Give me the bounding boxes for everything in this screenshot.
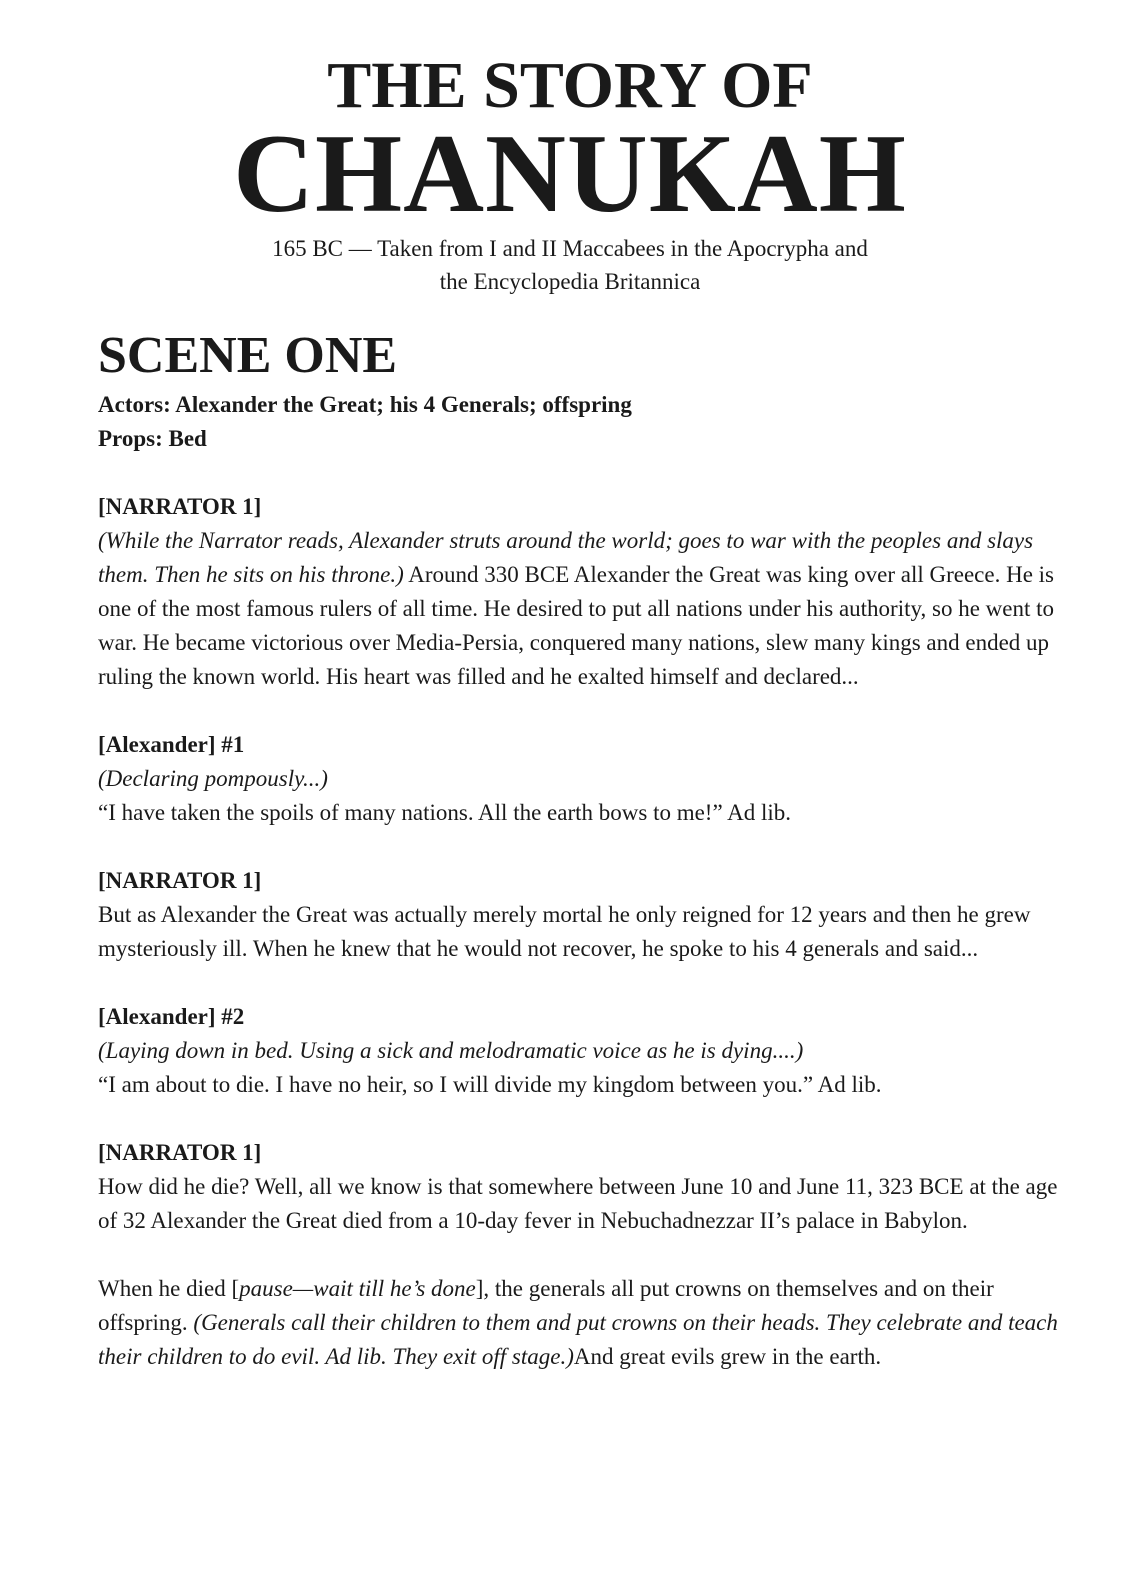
speaker-label: [NARRATOR 1]: [98, 868, 262, 893]
stage-direction: (While the Narrator reads, Alexander struts around the world; goes to war with the peoples and slays them. Then he sits on his throne.): [98, 528, 1034, 587]
title-line-1: THE STORY OF: [327, 49, 813, 122]
narration-text: How did he die? Well, all we know is that somewhere between June 10 and June 11, 323 BCE at the age of 32 Alexander the Great died from a 10-day fever in Nebuchadnezzar II’s palace in Babylon.: [98, 1174, 1058, 1233]
actors-line: Actors: Alexander the Great; his 4 Generals; offspring: [98, 392, 632, 417]
speaker-label: [Alexander] #1: [98, 732, 245, 757]
narration-text: Around 330 BCE Alexander the Great was king over all Greece. He is one of the most famous rulers of all time. He desired to put all nations under his authority, so he went to war. He became victorious over Media-Persia, conquered many nations, slew many kings and ended up ruling the known world. His heart was filled and he exalted himself and declared...: [98, 562, 1055, 689]
section-narrator-1: [98, 490, 1060, 694]
speaker-label: [Alexander] #2: [98, 1004, 245, 1029]
stage-direction: (Declaring pompously...): [98, 766, 328, 791]
stage-direction: (Laying down in bed. Using a sick and melodramatic voice as he is dying....): [98, 1038, 804, 1063]
dialogue-text: “I have taken the spoils of many nations. All the earth bows to me!” Ad lib.: [98, 800, 792, 825]
subtitle-line-2: the Encyclopedia Britannica: [439, 269, 701, 294]
script-body: [98, 326, 1060, 1374]
section-alexander-2: [98, 1000, 1060, 1102]
section-alexander-1: [98, 728, 1060, 830]
section-narrator-2: [98, 864, 1060, 966]
final-text-part-2: ], the generals all put crowns on themselves and on their offspring.: [98, 1276, 994, 1335]
subtitle: [0, 232, 1140, 298]
subtitle-line-1: 165 BC — Taken from I and II Maccabees in the Apocrypha and: [272, 236, 868, 261]
speaker-label: [NARRATOR 1]: [98, 494, 262, 519]
pause-direction: pause—wait till he’s done: [239, 1276, 476, 1301]
final-paragraph-text: [98, 1272, 1060, 1374]
scene-title: SCENE ONE: [98, 327, 398, 384]
final-paragraph: [98, 1272, 1060, 1374]
narration-text: But as Alexander the Great was actually merely mortal he only reigned for 12 years and then he grew mysteriously ill. When he knew that he would not recover, he spoke to his 4 generals and said...: [98, 902, 1031, 961]
final-text-part-1: When he died [: [98, 1276, 240, 1301]
speaker-label: [NARRATOR 1]: [98, 1140, 262, 1165]
title-line-2: CHANUKAH: [233, 112, 907, 236]
stage-direction: (Generals call their children to them and put crowns on their heads. They celebrate and teach their children to do evil. Ad lib. They exit off stage.): [98, 1310, 1058, 1369]
section-narrator-3: [98, 1136, 1060, 1238]
dialogue-text: “I am about to die. I have no heir, so I will divide my kingdom between you.” Ad lib.: [98, 1072, 882, 1097]
props-line: Props: Bed: [98, 426, 207, 451]
title-block: [0, 50, 1140, 298]
section-paragraph: [98, 524, 1060, 694]
final-text-part-3: And great evils grew in the earth.: [573, 1344, 882, 1369]
